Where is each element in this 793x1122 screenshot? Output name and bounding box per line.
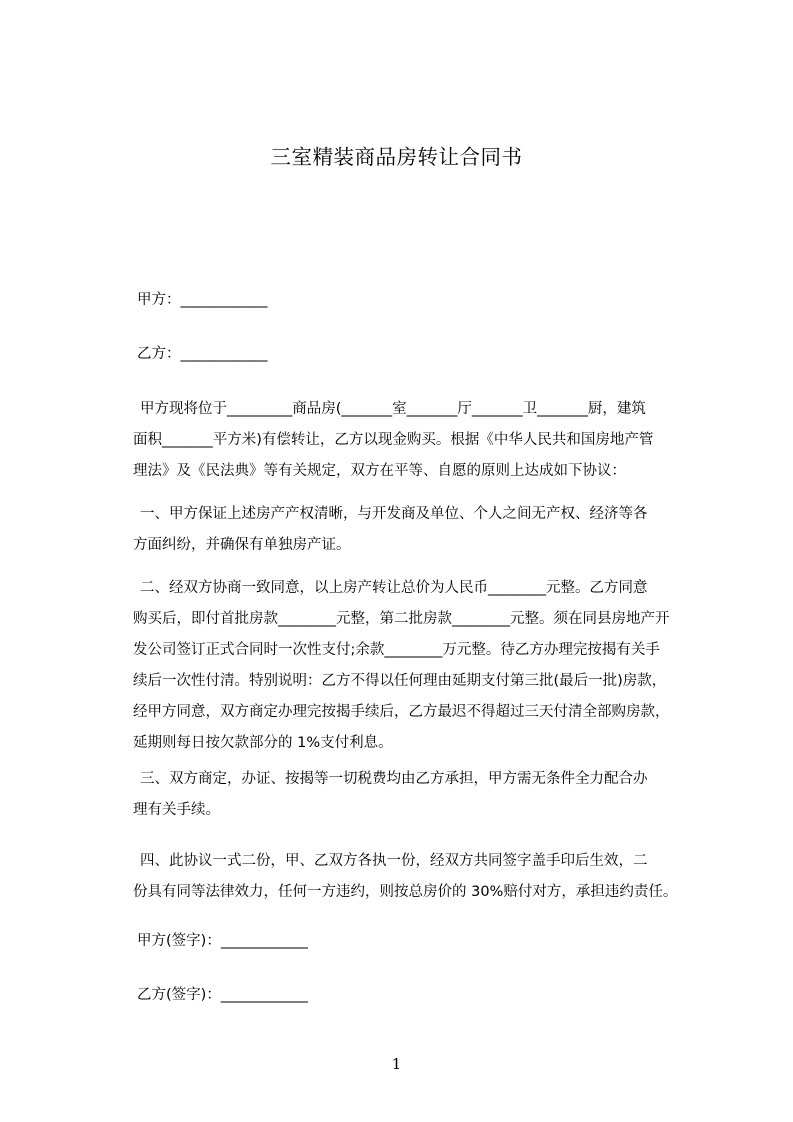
intro-line-2: 面积_______平方米)有偿转让，乙方以现金购买。根据《中华人民共和国房地产管 [133, 432, 654, 448]
document-title: 三室精装商品房转让合同书 [270, 145, 523, 169]
clause-2-line-4: 续后一次性付清。特别说明：乙方不得以任何理由延期支付第三批(最后一批)房款， [133, 673, 667, 689]
clause-2-line-3: 发公司签订正式合同时一次性支付;余款________万元整。待乙方办理完按揭有关手 [133, 642, 660, 658]
clause-4-line-2: 份具有同等法律效力，任何一方违约，则按总房价的 30%赔付对方，承担违约责任。 [133, 884, 678, 900]
clause-2-line-1: 二、经双方协商一致同意，以上房产转让总价为人民币________元整。乙方同意 [140, 580, 648, 596]
clause-3-line-1: 三、双方商定，办证、按揭等一切税费均由乙方承担，甲方需无条件全力配合办 [140, 771, 648, 787]
clause-4-line-1: 四、此协议一式二份，甲、乙双方各执一份，经双方共同签字盖手印后生效，二 [140, 853, 648, 869]
page-number: 1 [391, 1055, 402, 1073]
clause-2-line-2: 购买后，即付首批房款________元整，第二批房款________元整。须在同县房地产开 [133, 611, 670, 627]
intro-paragraph [133, 394, 713, 487]
intro-line-3: 理法》及《民法典》等有关规定，双方在平等、自愿的原则上达成如下协议： [133, 463, 626, 479]
party-a-line: 甲方：____________ [137, 292, 268, 308]
intro-line-1: 甲方现将位于_________商品房(_______室_______厅_______卫_______厨，建筑 [140, 401, 646, 417]
clause-2-line-6: 延期则每日按欠款部分的 1%支付利息。 [133, 735, 393, 751]
party-b-line: 乙方：____________ [137, 346, 268, 362]
signature-a-line: 甲方(签字)：____________ [137, 933, 308, 949]
signature-b-line: 乙方(签字)：____________ [137, 987, 308, 1003]
clause-1-paragraph [133, 499, 713, 561]
clause-1-line-2: 方面纠纷，并确保有单独房产证。 [133, 537, 351, 553]
clause-2-line-5: 经甲方同意，双方商定办理完按揭手续后，乙方最迟不得超过三天付清全部购房款， [133, 704, 670, 720]
clause-2-paragraph [133, 573, 713, 759]
clause-1-line-1: 一、甲方保证上述房产产权清晰，与开发商及单位、个人之间无产权、经济等各 [140, 506, 648, 522]
clause-4-paragraph [133, 846, 713, 908]
clause-3-paragraph [133, 764, 713, 826]
clause-3-line-2: 理有关手续。 [133, 802, 220, 818]
